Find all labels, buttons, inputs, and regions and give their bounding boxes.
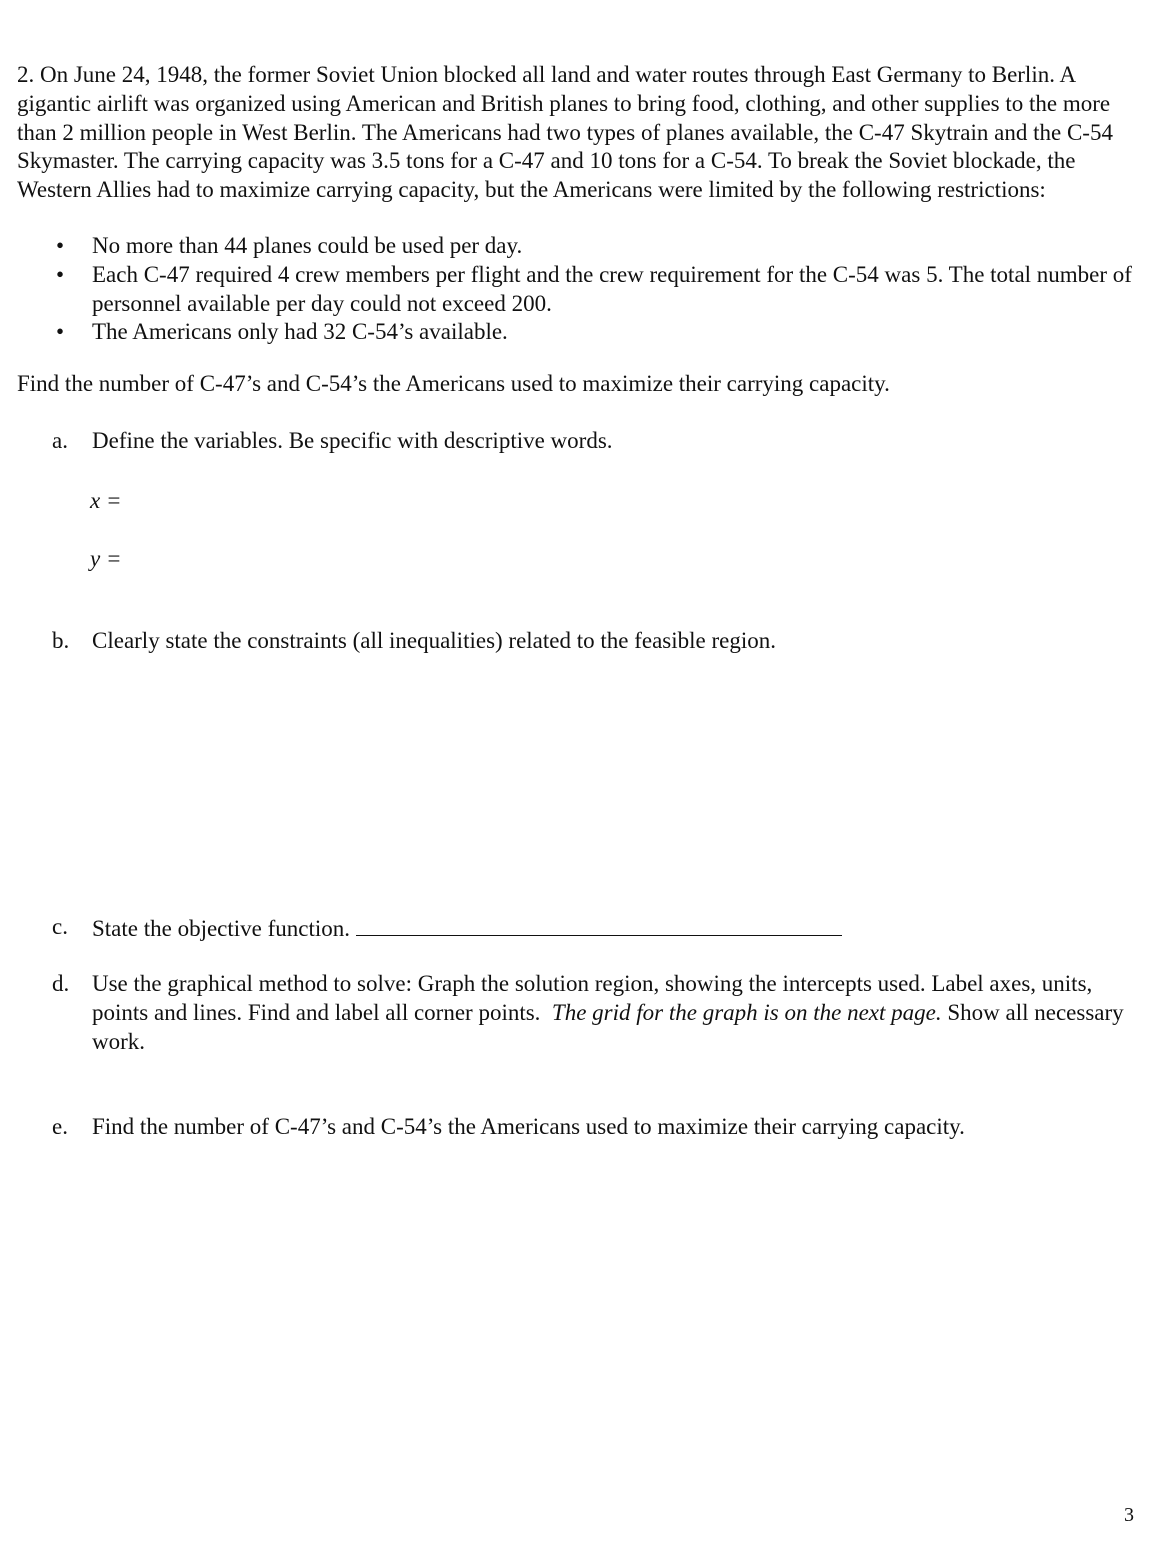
objective-answer-blank — [356, 913, 842, 936]
part-c-text: State the objective function. — [92, 916, 351, 941]
part-e-text: Find the number of C-47’s and C-54’s the Americans used to maximize their carrying capacity. — [92, 1114, 965, 1139]
restriction-text: No more than 44 planes could be used per day. — [92, 233, 523, 258]
restriction-text: Each C-47 required 4 crew members per flight and the crew requirement for the C-54 was 5. The total number of personnel available per day could not exceed 200. — [92, 261, 1132, 316]
part-d-letter: d. — [52, 971, 70, 996]
problem-task: Find the number of C-47’s and C-54’s the Americans used to maximize their carrying capacity. — [17, 371, 890, 396]
part-d-text — [92, 970, 1142, 1056]
part-d — [52, 970, 1142, 1056]
bullet-icon: • — [56, 319, 65, 345]
list-item — [17, 232, 1142, 261]
list-item — [17, 261, 1142, 319]
part-a-text: Define the variables. Be specific with descriptive words. — [92, 428, 613, 453]
variable-y-label: y = — [90, 546, 122, 571]
restriction-text: The Americans only had 32 C-54’s available. — [92, 319, 508, 345]
part-b — [52, 627, 1142, 656]
part-d-text-before: Use the graphical method to solve: Graph the solution region, showing the intercepts used. Label axes, units, points and lines. Find and label all corner points. — [92, 971, 1093, 1025]
part-c-line — [92, 913, 1142, 944]
part-d-text-italic: The grid for the graph is on the next page. — [551, 999, 942, 1025]
part-b-letter: b. — [52, 628, 70, 653]
bullet-icon: • — [56, 233, 65, 258]
page-number: 3 — [1124, 1504, 1134, 1526]
part-b-text: Clearly state the constraints (all inequalities) related to the feasible region. — [92, 628, 777, 653]
problem-number: 2. — [17, 62, 35, 87]
part-a-letter: a. — [52, 428, 68, 453]
bullet-icon: • — [56, 261, 65, 287]
variable-x-label: x = — [90, 488, 122, 513]
restrictions-list — [17, 232, 1142, 347]
part-e — [52, 1113, 1142, 1142]
part-d-text-after: Show all necessary work. — [92, 999, 1124, 1054]
part-c-letter: c. — [52, 914, 68, 939]
part-e-letter: e. — [52, 1114, 68, 1139]
problem-intro-text: On June 24, 1948, the former Soviet Union blocked all land and water routes through East Germany to Berlin. A gigantic airlift was organized using American and British planes to bring food, clothing, and other supplies to the more than 2 million people in West Berlin. The Americans had two types of planes available, the C-47 Skytrain and the C-54 Skymaster. The carrying capacity was 3.5 tons for a C-47 and 10 tons for a C-54. To break the Soviet blockade, the Western Allies had to maximize carrying capacity, but the Americans were limited by the following restrictions: — [17, 62, 1113, 203]
list-item — [17, 318, 1142, 347]
problem-intro — [17, 61, 1142, 205]
part-c — [52, 913, 1142, 944]
part-a — [52, 427, 1142, 456]
